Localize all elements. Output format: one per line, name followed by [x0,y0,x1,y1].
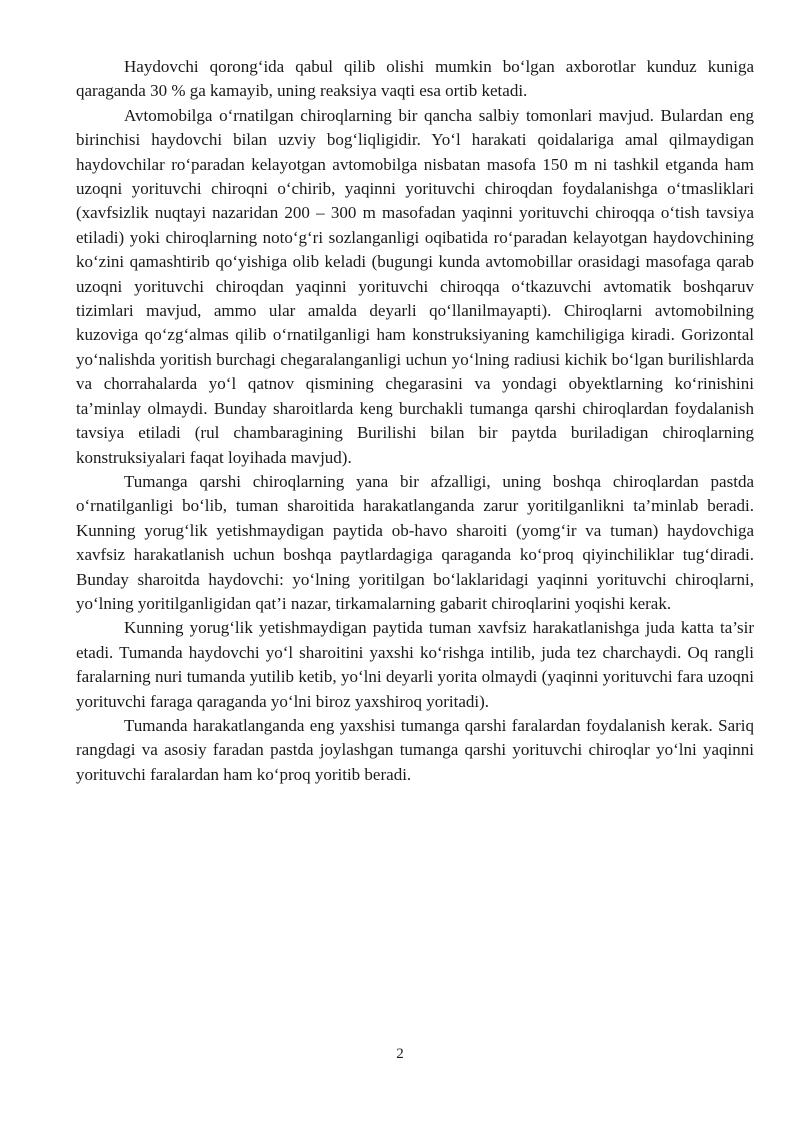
paragraph: Avtomobilga o‘rnatilgan chiroqlarning bir qancha salbiy tomonlari mavjud. Bulardan eng birinchisi haydovchi bilan uzviy bog‘liqligidir. Yo‘l harakati qoidalariga amal qilmaydigan haydovchilar ro‘paradan kelayotgan avtomobilga nisbatan masofa 150 m ni tashkil etganda ham uzoqni yorituvchi chiroqni o‘chirib, yaqinni yorituvchi chiroqdan foydalanishga o‘tmasliklari (xavfsizlik nuqtayi nazaridan 200 – 300 m masofadan yaqinni yorituvchi chiroqqa o‘tish tavsiya etiladi) yoki chiroqlarning noto‘g‘ri sozlanganligi oqibatida ro‘paradan kelayotgan haydovchining ko‘zini qamashtirib qo‘yishiga olib keladi (bugungi kunda avtomobillar orasidagi masofaga qarab uzoqni yorituvchi chiroqdan yaqinni yorituvchi chiroqqa o‘tkazuvchi avtomatik boshqaruv tizimlari mavjud, ammo ular amalda deyarli qo‘llanilmayapti). Chiroqlarni avtomobilning kuzoviga qo‘zg‘almas qilib o‘rnatilganligi ham konstruksiyaning kamchiligiga kiradi. Gorizontal yo‘nalishda yoritish burchagi chegaralanganligi uchun yo‘lning radiusi kichik bo‘lgan burilishlarda va chorrahalarda yo‘l qatnov qismining chegarasini va yondagi obyektlarning ko‘rinishini ta’minlay olmaydi. Bunday sharoitlarda keng burchakli tumanga qarshi chiroqlardan foydalanish tavsiya etiladi (rul chambaragining Burilishi bilan bir paytda buriladigan chiroqlarning konstruksiyalari faqat loyihada mavjud). [76,105,754,467]
document-body [76,55,754,787]
paragraph: Tumanga qarshi chiroqlarning yana bir afzalligi, uning boshqa chiroqlardan pastda o‘rnatilganligi bo‘lib, tuman sharoitida harakatlanganda zarur yoritilganlikni ta’minlab beradi. Kunning yorug‘lik yetishmaydigan paytida ob-havo sharoiti (yomg‘ir va tuman) haydovchiga xavfsiz harakatlanish uchun boshqa paytlardagiga qaraganda ko‘proq qiyinchiliklar tug‘diradi. Bunday sharoitda haydovchi: yo‘lning yoritilgan bo‘laklaridagi yaqinni yorituvchi chiroqlarni, yo‘lning yoritilganligidan qat’i nazar, tirkamalarning gabarit chiroqlarini yoqishi kerak. [76,471,754,613]
paragraph: Tumanda harakatlanganda eng yaxshisi tumanga qarshi faralardan foydalanish kerak. Sariq rangdagi va asosiy faradan pastda joylashgan tumanga qarshi yorituvchi chiroqlar yo‘lni yaqinni yorituvchi faralardan ham ko‘proq yoritib beradi. [76,715,754,784]
paragraph: Haydovchi qorong‘ida qabul qilib olishi mumkin bo‘lgan axborotlar kunduz kuniga qaraganda 30 % ga kamayib, uning reaksiya vaqti esa ortib ketadi. [76,57,754,101]
paragraph: Kunning yorug‘lik yetishmaydigan paytida tuman xavfsiz harakatlanishga juda katta ta’sir etadi. Tumanda haydovchi yo‘l sharoitini yaxshi ko‘rishga intilib, juda tez charchaydi. Oq rangli faralarning nuri tumanda yutilib ketib, yo‘lni deyarli yorita olmaydi (yaqinni yorituvchi fara uzoqni yorituvchi faraga qaraganda yo‘lni biroz yaxshiroq yoritadi). [76,618,754,711]
page-number: 2 [396,1046,404,1062]
